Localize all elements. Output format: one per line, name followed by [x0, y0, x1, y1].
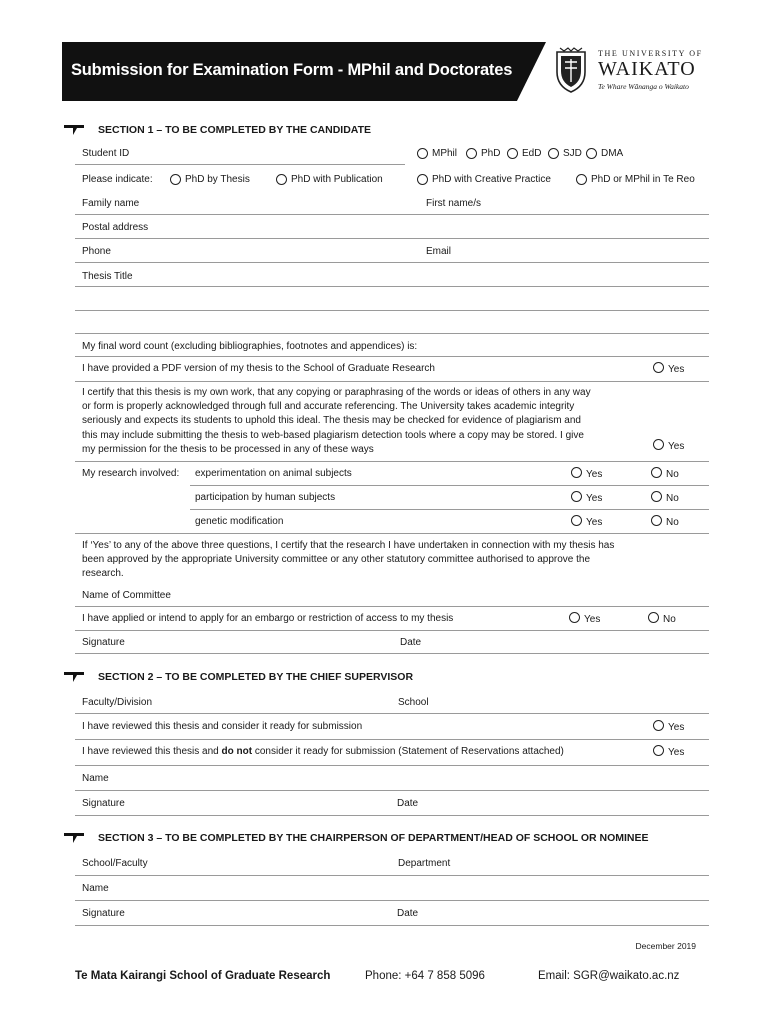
- degree-mphil-label: MPhil: [432, 148, 458, 159]
- phd-by-thesis-label: PhD by Thesis: [185, 174, 250, 185]
- reviewed-not-ready-line: [75, 765, 709, 766]
- radio-animal-no[interactable]: [651, 467, 662, 478]
- radio-genetic-yes[interactable]: [571, 515, 582, 526]
- supervisor-name-line[interactable]: [75, 790, 709, 791]
- footer-email[interactable]: Email: SGR@waikato.ac.nz: [538, 970, 680, 982]
- radio-phd-by-thesis[interactable]: [170, 174, 181, 185]
- human-line: [190, 509, 709, 510]
- genetic-yes-label: Yes: [586, 517, 603, 528]
- first-names-label: First name/s: [426, 198, 482, 209]
- department-label: Department: [398, 858, 451, 869]
- human-yes-label: Yes: [586, 493, 603, 504]
- chair-name-label: Name: [82, 883, 109, 894]
- phd-with-publication-label: PhD with Publication: [291, 174, 383, 185]
- radio-pdf-yes[interactable]: [653, 362, 664, 373]
- research-involved-label: My research involved:: [82, 468, 180, 479]
- student-id-label: Student ID: [82, 148, 130, 159]
- pdf-line: [75, 381, 709, 382]
- radio-human-no[interactable]: [651, 491, 662, 502]
- radio-dma[interactable]: [586, 148, 597, 159]
- phd-te-reo-label: PhD or MPhil in Te Reo: [591, 174, 695, 185]
- student-id-line[interactable]: [75, 164, 405, 165]
- pdf-provided-label: I have provided a PDF version of my thesis to the School of Graduate Research: [82, 363, 435, 374]
- degree-sjd-label: SJD: [563, 148, 582, 159]
- certify-line: [75, 461, 709, 462]
- committee-name-line[interactable]: [75, 606, 709, 607]
- certify-paragraph: [82, 386, 642, 457]
- supervisor-signature-label: Signature: [82, 798, 125, 809]
- pdf-yes-label: Yes: [668, 364, 685, 375]
- email-label: Email: [426, 246, 452, 257]
- faculty-division-label: Faculty/Division: [82, 697, 153, 708]
- embargo-label: I have applied or intend to apply for an embargo or restriction of access to my thesis: [82, 613, 454, 624]
- section-2-title: SECTION 2 – TO BE COMPLETED BY THE CHIEF SUPERVISOR: [98, 671, 414, 683]
- reviewed-not-ready-label: [82, 745, 564, 758]
- radio-mphil[interactable]: [417, 148, 428, 159]
- reviewed-not-ready-yes-label: Yes: [668, 747, 685, 758]
- animal-no-label: No: [666, 469, 679, 480]
- school-label: School: [398, 697, 429, 708]
- radio-reviewed-not-ready-yes[interactable]: [653, 745, 664, 756]
- reviewed-ready-yes-label: Yes: [668, 722, 685, 733]
- phd-creative-practice-label: PhD with Creative Practice: [432, 174, 551, 185]
- degree-dma-label: DMA: [601, 148, 624, 159]
- certify-line-4: this may include submitting the thesis to web-based plagiarism detection tools where a copy may be stored. I give: [82, 429, 584, 441]
- animal-line: [190, 485, 709, 486]
- certify-line-2: or form is properly acknowledged through full and accurate referencing. The University takes academic integrity: [82, 401, 575, 413]
- chair-signature-label: Signature: [82, 908, 125, 919]
- radio-phd-creative-practice[interactable]: [417, 174, 428, 185]
- university-crest-icon: [554, 46, 588, 94]
- section-marker-icon: [64, 124, 84, 136]
- radio-sjd[interactable]: [548, 148, 559, 159]
- radio-phd-te-reo[interactable]: [576, 174, 587, 185]
- if-yes-line-3: research.: [82, 568, 124, 580]
- chair-date-label: Date: [397, 908, 419, 919]
- postal-address-label: Postal address: [82, 222, 149, 233]
- degree-phd-label: PhD: [481, 148, 501, 159]
- committee-name-label: Name of Committee: [82, 590, 171, 601]
- reviewed-not-bold: do not: [221, 746, 253, 757]
- postal-address-line[interactable]: [75, 238, 709, 239]
- radio-animal-yes[interactable]: [571, 467, 582, 478]
- footer-phone: Phone: +64 7 858 5096: [365, 970, 485, 982]
- genetic-no-label: No: [666, 517, 679, 528]
- thesis-title-line-1[interactable]: [75, 286, 709, 287]
- footer-school-name: Te Mata Kairangi School of Graduate Research: [75, 970, 331, 982]
- phone-label: Phone: [82, 246, 111, 257]
- radio-reviewed-ready-yes[interactable]: [653, 720, 664, 731]
- logo-top-text: THE UNIVERSITY OF: [598, 49, 703, 58]
- candidate-date-label: Date: [400, 637, 422, 648]
- form-title: Submission for Examination Form - MPhil and Doctorates: [71, 61, 513, 79]
- genetic-line: [75, 533, 709, 534]
- candidate-signature-line[interactable]: [75, 653, 709, 654]
- if-yes-line-1: If ‘Yes’ to any of the above three questions, I certify that the research I have undertaken in connection with my thesis has: [82, 540, 615, 551]
- name-line[interactable]: [75, 214, 709, 215]
- family-name-label: Family name: [82, 198, 140, 209]
- thesis-title-label: Thesis Title: [82, 271, 133, 282]
- thesis-title-line-3[interactable]: [75, 333, 709, 334]
- form-version-date: December 2019: [635, 941, 696, 951]
- word-count-label: My final word count (excluding bibliographies, footnotes and appendices) is:: [82, 341, 418, 352]
- chair-name-line[interactable]: [75, 900, 709, 901]
- logo-subtitle-text: Te Whare Wānanga o Waikato: [598, 82, 689, 91]
- certify-yes-label: Yes: [668, 441, 685, 452]
- section-marker-icon: [64, 671, 84, 683]
- if-yes-paragraph: [82, 539, 682, 582]
- radio-edd[interactable]: [507, 148, 518, 159]
- radio-human-yes[interactable]: [571, 491, 582, 502]
- embargo-no-label: No: [663, 614, 676, 625]
- supervisor-name-label: Name: [82, 773, 109, 784]
- reviewed-ready-line: [75, 739, 709, 740]
- certify-line-5: my permission for the thesis to be processed in any of these ways: [82, 443, 374, 455]
- radio-phd[interactable]: [466, 148, 477, 159]
- radio-phd-with-publication[interactable]: [276, 174, 287, 185]
- section-1-title: SECTION 1 – TO BE COMPLETED BY THE CANDIDATE: [98, 124, 372, 136]
- chair-signature-line[interactable]: [75, 925, 709, 926]
- embargo-yes-label: Yes: [584, 614, 601, 625]
- supervisor-date-label: Date: [397, 798, 419, 809]
- research-human-label: participation by human subjects: [195, 492, 336, 503]
- thesis-title-line-2[interactable]: [75, 310, 709, 311]
- university-logo: [554, 46, 714, 98]
- school-faculty-label: School/Faculty: [82, 858, 148, 869]
- faculty-school-line[interactable]: [75, 713, 709, 714]
- if-yes-line-2: been approved by the appropriate University committee or any other statutory committee authorised to approve the: [82, 554, 591, 566]
- section-marker-icon: [64, 832, 84, 844]
- radio-certify-yes[interactable]: [653, 439, 664, 450]
- research-animal-label: experimentation on animal subjects: [195, 468, 352, 479]
- logo-name-text: WAIKATO: [598, 58, 696, 80]
- animal-yes-label: Yes: [586, 469, 603, 480]
- research-genetic-label: genetic modification: [195, 516, 284, 527]
- human-no-label: No: [666, 493, 679, 504]
- supervisor-signature-line[interactable]: [75, 815, 709, 816]
- section-3-title: SECTION 3 – TO BE COMPLETED BY THE CHAIRPERSON OF DEPARTMENT/HEAD OF SCHOOL OR NOMINEE: [98, 832, 649, 844]
- certify-line-3: seriously and expects its students to uphold this ideal. The thesis may be checked for evidence of plagiarism and: [82, 415, 581, 427]
- school-department-line[interactable]: [75, 875, 709, 876]
- candidate-signature-label: Signature: [82, 637, 125, 648]
- radio-embargo-yes[interactable]: [569, 612, 580, 623]
- embargo-line: [75, 630, 709, 631]
- reviewed-not-post: consider it ready for submission (Statement of Reservations attached): [252, 746, 564, 757]
- phone-email-line[interactable]: [75, 262, 709, 263]
- please-indicate-label: Please indicate:: [82, 174, 153, 185]
- certify-line-1: I certify that this thesis is my own work, that any copying or paraphrasing of the words or ideas of others in any way: [82, 387, 591, 398]
- reviewed-not-pre: I have reviewed this thesis and: [82, 746, 222, 757]
- radio-genetic-no[interactable]: [651, 515, 662, 526]
- word-count-line[interactable]: [75, 356, 709, 357]
- reviewed-ready-label: I have reviewed this thesis and consider it ready for submission: [82, 721, 363, 732]
- radio-embargo-no[interactable]: [648, 612, 659, 623]
- degree-edd-label: EdD: [522, 148, 542, 159]
